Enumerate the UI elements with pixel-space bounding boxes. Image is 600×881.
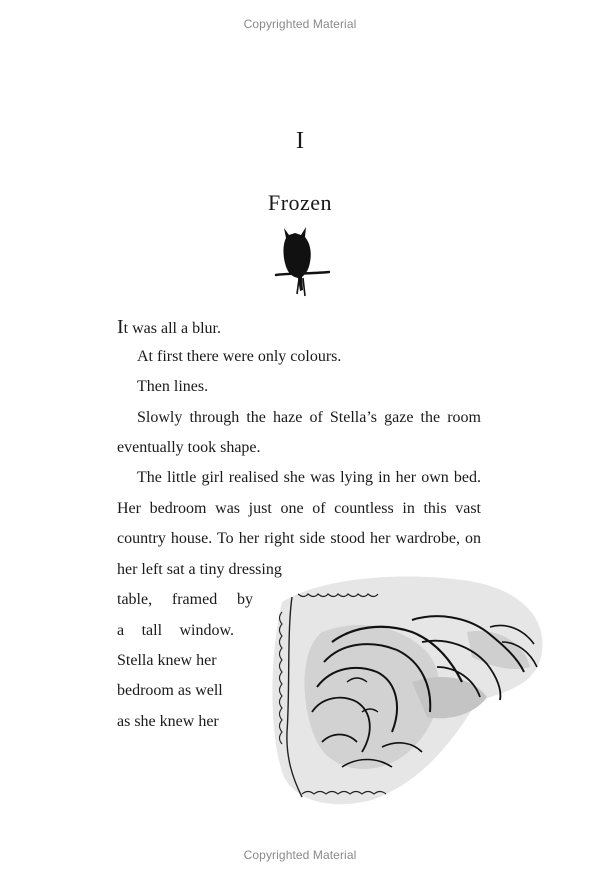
- body-line: Her bedroom was just one of countless in this vast: [117, 500, 481, 517]
- first-line-text: t was all a blur.: [123, 320, 221, 337]
- drop-cap: I: [117, 316, 124, 338]
- sleeping-girl-illustration: [262, 572, 552, 812]
- body-line: her left sat a tiny dressing: [117, 561, 282, 578]
- body-line: as she knew her: [117, 713, 219, 730]
- body-line: eventually took shape.: [117, 439, 261, 456]
- body-line: a tall window.: [117, 622, 234, 639]
- copyright-watermark-bottom: Copyrighted Material: [243, 848, 357, 862]
- chapter-title: Frozen: [267, 190, 333, 215]
- owl-on-branch-icon: [270, 224, 334, 298]
- body-line: bedroom as well: [117, 682, 223, 699]
- body-line: Slowly through the haze of Stella’s gaze the room: [137, 409, 481, 426]
- body-line: Stella knew her: [117, 652, 217, 669]
- body-line: table, framed by: [117, 591, 253, 608]
- copyright-watermark-top: Copyrighted Material: [243, 17, 357, 31]
- paragraph-line-1: [117, 312, 221, 344]
- body-line: The little girl realised she was lying in her own bed.: [137, 469, 481, 486]
- body-line: Then lines.: [137, 378, 209, 395]
- chapter-number: I: [296, 128, 304, 154]
- body-line: At first there were only colours.: [137, 348, 342, 365]
- body-line: country house. To her right side stood her wardrobe, on: [117, 530, 481, 547]
